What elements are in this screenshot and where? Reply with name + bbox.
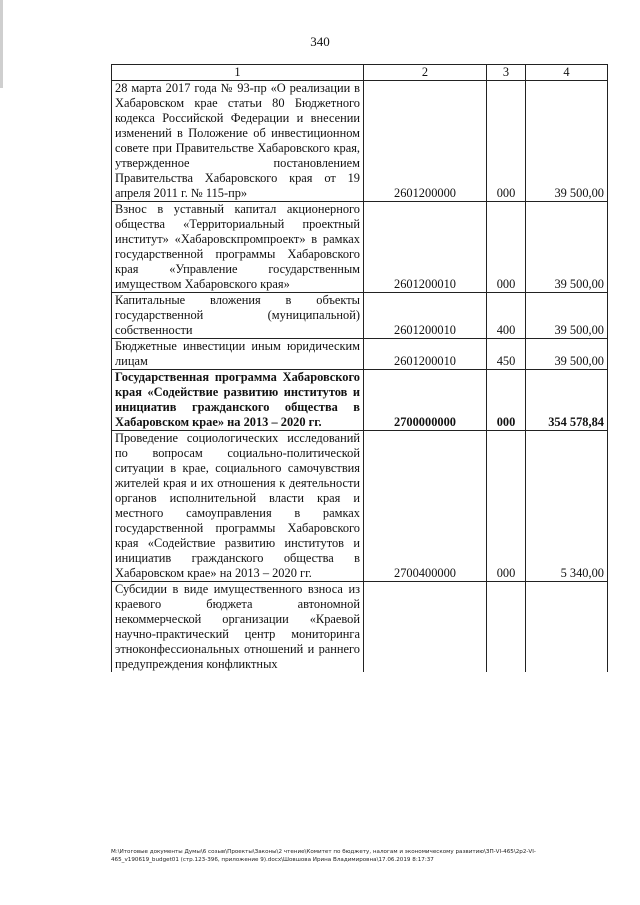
row-amount [526,582,608,673]
table-row [112,431,608,582]
row-name: Капитальные вложения в объекты государственной (муниципальной) собственности [112,293,364,339]
row-amount: 39 500,00 [526,293,608,339]
row-name: Бюджетные инвестиции иным юридическим лицам [112,339,364,370]
row-code: 2601200000 [364,81,487,202]
row-name: Проведение социологических исследований по вопросам социально-политической ситуации в крае, социального самочувствия жителей края и их отношения к деятельности органов исполнительной власти края и местного самоуправления в рамках государственной программы Хабаровского края «Содействие развитию институтов и инициатив гражданского общества в Хабаровском крае» на 2013 – 2020 гг. [112,431,364,582]
row-type [487,582,526,673]
row-code: 2700400000 [364,431,487,582]
table-header-row [112,65,608,81]
row-code [364,582,487,673]
footer-line-2: 465_v190619_budget01 (стр.123-396, приложение 9).docx\Шовшова Ирина Владимировна\17.06.2019 8:17:37 [111,857,434,863]
row-type: 000 [487,202,526,293]
row-name: Государственная программа Хабаровского края «Содействие развитию институтов и инициатив гражданского общества в Хабаровском крае» на 2013 – 2020 гг. [112,370,364,431]
row-amount: 354 578,84 [526,370,608,431]
header-col-type: 3 [487,65,526,81]
footer-line-1: М:\Итоговые документы Думы\6 созыв\Проекты\Законы\2 чтение\Комитет по бюджету, налогам и экономическому развитию\ЗП-VI-465\2р2-VI- [111,849,536,855]
row-name: Взнос в уставный капитал акционерного общества «Территориальный проектный институт» «Хабаровскпромпроект» в рамках государственной программы Хабаровского края «Управление государственным имуществом Хабаровского края» [112,202,364,293]
row-code: 2700000000 [364,370,487,431]
table-row [112,202,608,293]
row-code: 2601200010 [364,293,487,339]
row-name: Субсидии в виде имущественного взноса из краевого бюджета автономной некоммерческой организации «Краевой научно-практический центр мониторинга этноконфессиональных отношений и раннего предупреждения конфликтных [112,582,364,673]
document-path-footer [111,848,611,864]
table-row [112,81,608,202]
row-type: 450 [487,339,526,370]
row-amount: 39 500,00 [526,339,608,370]
page-number: 340 [310,34,330,49]
row-type: 000 [487,370,526,431]
table-row [112,582,608,673]
row-type: 000 [487,431,526,582]
row-amount: 5 340,00 [526,431,608,582]
row-name: 28 марта 2017 года № 93-пр «О реализации в Хабаровском крае статьи 80 Бюджетного кодекса Российской Федерации и внесении изменений в Положение об инвестиционном совете при Правительстве Хабаровского края, утвержденное постановлением Правительства Хабаровского края от 19 апреля 2011 г. № 115-пр» [112,81,364,202]
table-row [112,293,608,339]
row-code: 2601200010 [364,202,487,293]
row-amount: 39 500,00 [526,81,608,202]
row-type: 000 [487,81,526,202]
row-code: 2601200010 [364,339,487,370]
table-row [112,339,608,370]
budget-table [111,64,608,672]
header-col-code: 2 [364,65,487,81]
row-type: 400 [487,293,526,339]
header-col-name: 1 [112,65,364,81]
header-col-amount: 4 [526,65,608,81]
row-amount: 39 500,00 [526,202,608,293]
table-row-program-total [112,370,608,431]
